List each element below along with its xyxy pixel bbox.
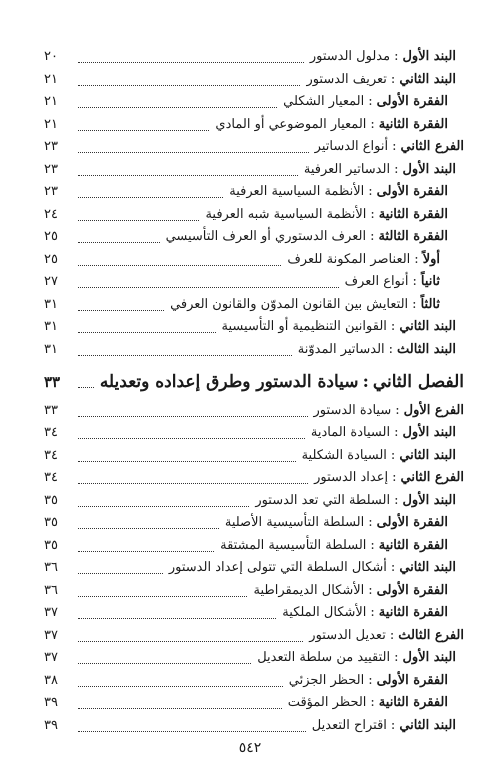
toc-entry-title: السلطة التي تعد الدستور: [255, 492, 391, 508]
toc-entry-separator: :: [394, 49, 399, 64]
toc-entry: [44, 294, 464, 316]
toc-entry-title: التعايش بين القانون المدوّن والقانون العرفي: [170, 296, 409, 312]
toc-entry-title: الحظر المؤقت: [287, 695, 367, 710]
toc-dot-leader: [78, 415, 308, 417]
toc-entry: [44, 535, 464, 557]
toc-dot-leader: [78, 331, 216, 333]
toc-entry: [44, 159, 464, 181]
toc-entry-title: أنواع الدساتير: [314, 139, 389, 154]
toc-entry: [44, 512, 464, 534]
toc-entry: [44, 647, 464, 669]
toc-dot-leader: [78, 309, 164, 311]
toc-entry-title: تعديل الدستور: [309, 627, 386, 643]
toc-entry-label: الفقرة الثانية: [378, 206, 448, 222]
toc-entry-title: المعيار الموضوعي أو المادي: [215, 116, 367, 132]
toc-dot-leader: [78, 106, 277, 108]
toc-entry-page: ٢١: [44, 116, 58, 132]
toc-entry-separator: :: [370, 605, 375, 620]
toc-entry: [44, 692, 464, 714]
toc-entry-separator: :: [370, 537, 375, 553]
toc-dot-leader: [78, 196, 223, 198]
toc-entry: [44, 271, 464, 293]
toc-entry: [44, 490, 464, 512]
toc-entry-separator: :: [394, 425, 399, 440]
toc-entry-label: البند الثالث: [397, 341, 456, 357]
toc-entry-label: ثانياً: [420, 274, 440, 289]
toc-dot-leader: [78, 151, 309, 153]
toc-entry-page: ٣٧: [44, 605, 58, 620]
toc-entry-page: ٣٣: [44, 373, 61, 391]
toc-entry-page: ٢٥: [44, 251, 58, 267]
page-number: ٥٤٢: [238, 740, 262, 756]
toc-entry-separator: :: [389, 627, 395, 643]
toc-entry-label: الفقرة الثانية: [378, 116, 448, 132]
toc-entry-label: الفقرة الأولى: [376, 515, 448, 530]
toc-entry-label: الفقرة الثالثة: [378, 229, 448, 244]
toc-entry-separator: :: [370, 116, 375, 132]
toc-entry-title: اقتراح التعديل: [311, 717, 387, 733]
toc-entry-separator: :: [395, 402, 400, 418]
toc-dot-leader: [78, 84, 300, 86]
toc-entry: [44, 715, 464, 737]
toc-entry-title: أنواع العرف: [344, 274, 409, 289]
toc-entry-separator: :: [370, 229, 375, 244]
toc-entry-separator: :: [362, 372, 369, 392]
toc-entry-page: ٣٤: [44, 425, 58, 440]
toc-entry: [44, 204, 464, 226]
toc-entry-label: الفرع الثاني: [400, 139, 464, 154]
toc-entry-page: ٣١: [44, 296, 58, 312]
toc-entry: [44, 557, 464, 579]
toc-entry: [44, 339, 464, 361]
toc-dot-leader: [78, 662, 251, 664]
toc-entry: [44, 422, 464, 444]
toc-dot-leader: [78, 730, 306, 732]
toc-entry: [44, 136, 464, 158]
toc-entry-page: ٣٣: [44, 402, 58, 418]
toc-entry-label: البند الأول: [402, 49, 456, 64]
toc-entry-title: الحظر الجزئي: [288, 672, 365, 688]
toc-entry-label: الفرع الثالث: [398, 627, 464, 643]
toc-dot-leader: [78, 550, 214, 552]
toc-entry-label: البند الأول: [402, 492, 456, 508]
toc-entry-label: الفقرة الأولى: [376, 94, 448, 109]
toc-entry-separator: :: [370, 695, 375, 710]
toc-dot-leader: [78, 386, 94, 388]
toc-entry-separator: :: [390, 717, 396, 733]
toc-entry-label: البند الأول: [402, 425, 456, 440]
toc-entry-page: ٢٣: [44, 139, 58, 154]
toc-entry-label: أولاً: [422, 251, 440, 267]
toc-dot-leader: [78, 572, 163, 574]
toc-entry-separator: :: [412, 296, 417, 312]
toc-entry-label: الفقرة الأولى: [376, 184, 448, 199]
toc-entry-separator: :: [390, 71, 396, 87]
toc-entry-label: البند الثاني: [399, 560, 456, 575]
toc-entry-separator: :: [368, 582, 373, 598]
toc-entry-title: تعريف الدستور: [306, 71, 387, 87]
toc-entry-page: ٣٩: [44, 695, 58, 710]
toc-entry-title: السلطة التأسيسية الأصلية: [224, 515, 365, 530]
toc-entry: [44, 670, 464, 692]
toc-entry-separator: :: [412, 274, 417, 289]
toc-entry-title: السيادة الشكلية: [301, 447, 387, 463]
toc-entry-label: الفقرة الثانية: [378, 605, 448, 620]
toc-entry-label: الفرع الأول: [403, 402, 464, 418]
toc-dot-leader: [78, 617, 276, 619]
toc-entry-title: الأنظمة السياسية العرفية: [229, 184, 365, 199]
toc-entry-title: العناصر المكونة للعرف: [287, 251, 411, 267]
toc-entry: [44, 46, 464, 68]
toc-entry-title: التقييد من سلطة التعديل: [257, 650, 391, 665]
toc-entry-page: ٢١: [44, 94, 58, 109]
toc-entry-separator: :: [370, 206, 375, 222]
toc-entry-page: ٢٠: [44, 49, 58, 64]
toc-entry-label: البند الثاني: [399, 447, 456, 463]
toc-entry-title: سيادة الدستور وطرق إعداده وتعديله: [99, 372, 359, 392]
toc-entry-title: المعيار الشكلي: [283, 94, 365, 109]
toc-entry: [44, 226, 464, 248]
toc-dot-leader: [78, 129, 209, 131]
toc-entry-page: ٢٧: [44, 274, 58, 289]
toc-entry-page: ٣٥: [44, 537, 58, 553]
toc-entry-title: الدساتير المدوّنة: [297, 341, 385, 357]
toc-entry-page: ٢٥: [44, 229, 58, 244]
toc-entry: [44, 467, 464, 489]
toc-entry-page: ٣٦: [44, 560, 58, 575]
toc-entry: [44, 625, 464, 647]
toc-entry-label: البند الأول: [402, 650, 456, 665]
toc-entry: [44, 316, 464, 338]
toc-entry-label: البند الثاني: [399, 71, 456, 87]
toc-entry-separator: :: [392, 470, 397, 485]
toc-entry: [44, 69, 464, 91]
toc-entry-page: ٢٣: [44, 161, 58, 177]
toc-entry-title: الأنظمة السياسية شبه العرفية: [205, 206, 367, 222]
toc-dot-leader: [78, 219, 199, 221]
toc-entry-page: ٣١: [44, 341, 58, 357]
toc-entry: [44, 114, 464, 136]
toc-entry-separator: :: [394, 650, 399, 665]
toc-dot-leader: [78, 640, 303, 642]
toc-entry-page: ٣٦: [44, 582, 58, 598]
toc-entry-separator: :: [392, 139, 397, 154]
toc-entry-title: الأشكال الديمقراطية: [253, 582, 365, 598]
toc-entry-label: الفقرة الثانية: [378, 695, 448, 710]
toc-entry-page: ٣٥: [44, 515, 58, 530]
toc-entry-separator: :: [414, 251, 419, 267]
toc-entry-page: ٢١: [44, 71, 58, 87]
toc-entry-label: البند الثاني: [399, 319, 456, 334]
toc-entry-title: أشكال السلطة التي تتولى إعداد الدستور: [168, 560, 387, 575]
toc-entry-separator: :: [394, 161, 399, 177]
toc-dot-leader: [78, 460, 296, 462]
toc-entry-label: ثالثاً: [420, 296, 440, 312]
toc-dot-leader: [78, 354, 292, 356]
toc-entry: [44, 249, 464, 271]
toc-entry-separator: :: [390, 447, 396, 463]
toc-dot-leader: [78, 264, 281, 266]
toc-entry-page: ٢٣: [44, 184, 58, 199]
toc-entry-page: ٣١: [44, 319, 58, 334]
toc-entry-separator: :: [390, 560, 396, 575]
toc-entry-label: البند الأول: [402, 161, 456, 177]
toc-entry-separator: :: [394, 492, 399, 508]
toc-dot-leader: [78, 174, 298, 176]
toc-entry-page: ٣٧: [44, 650, 58, 665]
toc-entry-label: الفصل الثاني: [372, 372, 464, 392]
toc-entry: [44, 580, 464, 602]
toc-entry-title: الأشكال الملكية: [282, 605, 367, 620]
toc-dot-leader: [78, 505, 249, 507]
toc-entry: [44, 400, 464, 422]
toc-entry-title: القوانين التنظيمية أو التأسيسية: [221, 319, 387, 334]
toc-entry: [44, 91, 464, 113]
toc-entry-label: الفقرة الثانية: [378, 537, 448, 553]
toc-dot-leader: [78, 707, 282, 709]
toc-entry-separator: :: [368, 94, 373, 109]
toc-dot-leader: [78, 595, 247, 597]
toc-entry-page: ٣٧: [44, 627, 58, 643]
toc-chapter-heading: [44, 367, 464, 397]
toc-dot-leader: [78, 482, 308, 484]
toc-entry-separator: :: [388, 341, 394, 357]
toc-entry-title: السيادة المادية: [310, 425, 391, 440]
toc-entry-page: ٣٤: [44, 447, 58, 463]
toc-entry: [44, 181, 464, 203]
toc-entry-label: الفقرة الأولى: [376, 582, 448, 598]
toc-entry-separator: :: [368, 672, 373, 688]
toc-entry-title: العرف الدستوري أو العرف التأسيسي: [165, 229, 367, 244]
toc-dot-leader: [78, 286, 339, 288]
toc-dot-leader: [78, 527, 219, 529]
toc-entry-label: الفقرة الأولى: [376, 672, 448, 688]
toc-entry-page: ٣٨: [44, 672, 58, 688]
toc-entry-title: سيادة الدستور: [313, 402, 392, 418]
toc-entry-page: ٣٥: [44, 492, 58, 508]
toc-entry-label: البند الثاني: [399, 717, 456, 733]
toc-entry-title: إعداد الدستور: [314, 470, 389, 485]
toc-entry-separator: :: [368, 184, 373, 199]
toc-entry-title: الدساتير العرفية: [303, 161, 391, 177]
toc-dot-leader: [78, 241, 160, 243]
toc-dot-leader: [78, 437, 305, 439]
toc-entry: [44, 445, 464, 467]
toc-entry-title: السلطة التأسيسية المشتقة: [220, 537, 367, 553]
toc-entry: [44, 602, 464, 624]
toc-dot-leader: [78, 685, 283, 687]
toc-entry-label: الفرع الثاني: [400, 470, 464, 485]
toc-entry-page: ٣٤: [44, 470, 58, 485]
toc-entry-title: مدلول الدستور: [309, 49, 391, 64]
toc-dot-leader: [78, 61, 304, 63]
toc-entry-page: ٢٤: [44, 206, 58, 222]
toc-entry-separator: :: [368, 515, 373, 530]
toc-entry-page: ٣٩: [44, 717, 58, 733]
toc-entry-separator: :: [390, 319, 396, 334]
